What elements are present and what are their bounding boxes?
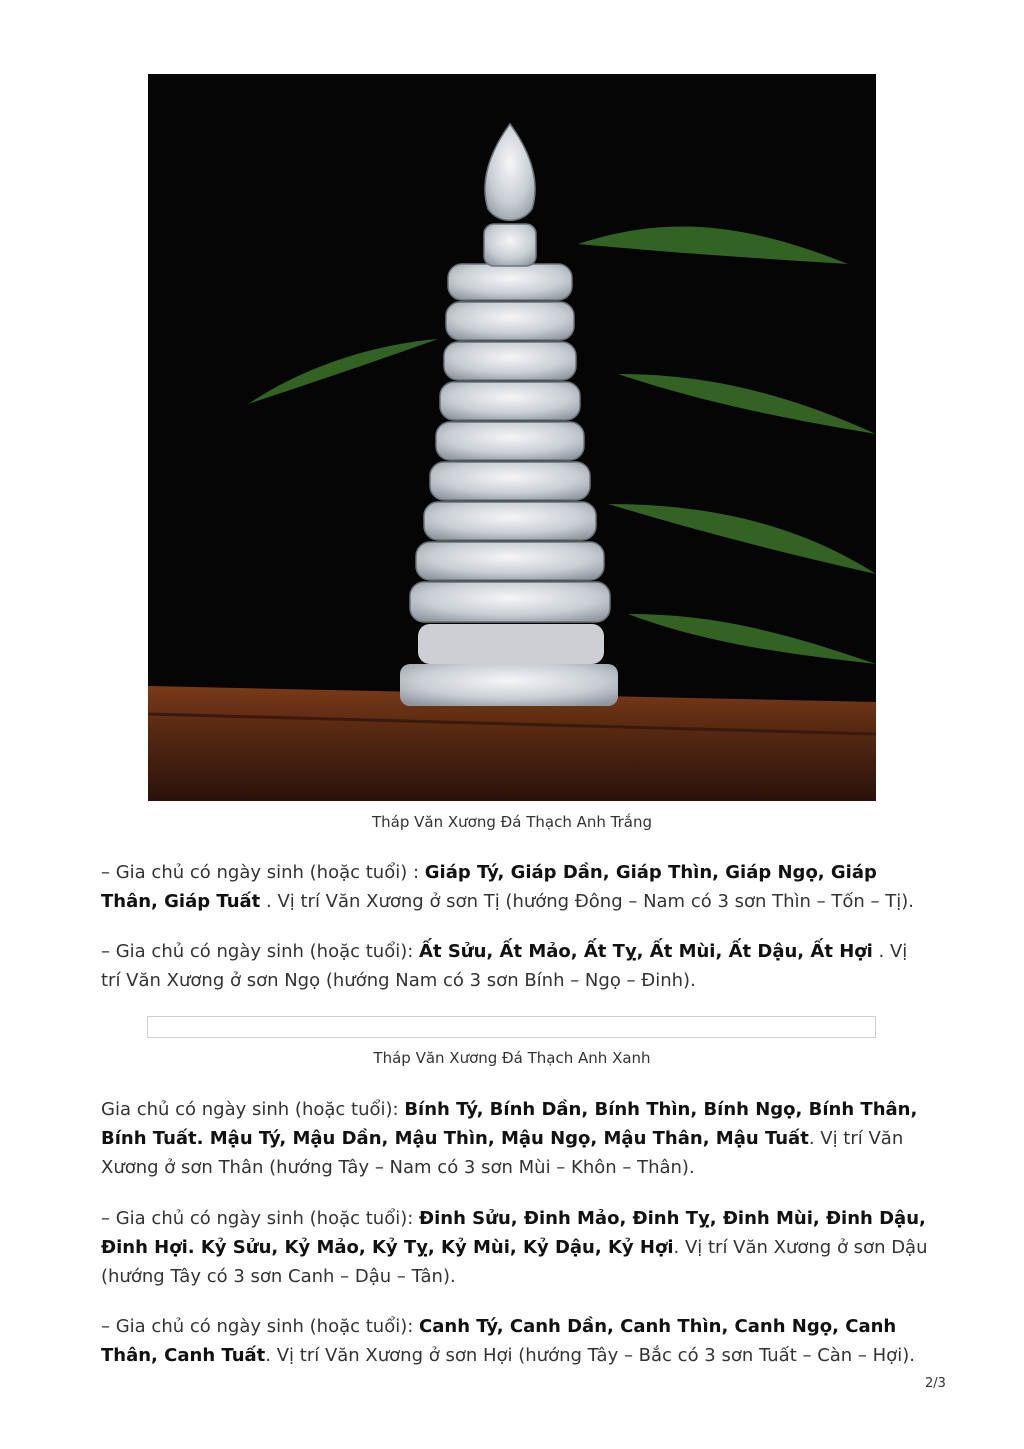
paragraph-bold-names: Đinh Sửu, Đinh Mảo, Đinh Tỵ, Đinh Mùi, Đinh Dậu, Đinh Hợi. Kỷ Sửu, Kỷ Mảo, Kỷ Tỵ, Kỷ Mùi, Kỷ Dậu, Kỷ Hợi bbox=[101, 1208, 926, 1258]
paragraph-dinh-ky bbox=[101, 1204, 931, 1291]
figure-caption-2: Tháp Văn Xương Đá Thạch Anh Xanh bbox=[373, 1049, 651, 1067]
paragraph-giap bbox=[101, 858, 931, 916]
image-placeholder bbox=[147, 1016, 876, 1038]
paragraph-prefix: Gia chủ có ngày sinh (hoặc tuổi): bbox=[101, 1099, 405, 1120]
crystal-pagoda-photo bbox=[148, 74, 876, 801]
paragraph-canh bbox=[101, 1312, 931, 1370]
paragraph-prefix: – Gia chủ có ngày sinh (hoặc tuổi) : bbox=[101, 862, 425, 883]
paragraph-suffix: . Vị trí Văn Xương ở sơn Ngọ (hướng Nam có 3 sơn Bính – Ngọ – Đinh). bbox=[101, 941, 908, 991]
paragraph-suffix: . Vị trí Văn Xương ở sơn Thân (hướng Tây – Nam có 3 sơn Mùi – Khôn – Thân). bbox=[101, 1128, 904, 1178]
paragraph-bold-names: Canh Tý, Canh Dần, Canh Thìn, Canh Ngọ, Canh Thân, Canh Tuất bbox=[101, 1316, 897, 1366]
paragraph-suffix: . Vị trí Văn Xương ở sơn Dậu (hướng Tây có 3 sơn Canh – Dậu – Tân). bbox=[101, 1237, 928, 1287]
paragraph-at bbox=[101, 937, 931, 995]
paragraph-prefix: – Gia chủ có ngày sinh (hoặc tuổi): bbox=[101, 1208, 420, 1229]
paragraph-prefix: – Gia chủ có ngày sinh (hoặc tuổi): bbox=[101, 1316, 420, 1337]
paragraph-suffix: . Vị trí Văn Xương ở sơn Tị (hướng Đông – Nam có 3 sơn Thìn – Tốn – Tị). bbox=[260, 891, 914, 912]
paragraph-bold-names: Bính Tý, Bính Dần, Bính Thìn, Bính Ngọ, Bính Thân, Bính Tuất. Mậu Tý, Mậu Dần, Mậu Thìn, Mậu Ngọ, Mậu Thân, Mậu Tuất bbox=[101, 1099, 918, 1149]
paragraph-suffix: . Vị trí Văn Xương ở sơn Hợi (hướng Tây – Bắc có 3 sơn Tuất – Càn – Hợi). bbox=[265, 1345, 915, 1366]
paragraph-bold-names: Giáp Tý, Giáp Dần, Giáp Thìn, Giáp Ngọ, Giáp Thân, Giáp Tuất bbox=[101, 862, 877, 912]
page-number: 2/3 bbox=[925, 1376, 946, 1391]
figure-caption-1: Tháp Văn Xương Đá Thạch Anh Trắng bbox=[372, 813, 652, 831]
paragraph-bold-names: Ất Sửu, Ất Mảo, Ất Tỵ, Ất Mùi, Ất Dậu, Ất Hợi bbox=[419, 941, 873, 962]
paragraph-binh-mau bbox=[101, 1095, 931, 1182]
paragraph-prefix: – Gia chủ có ngày sinh (hoặc tuổi): bbox=[101, 941, 420, 962]
